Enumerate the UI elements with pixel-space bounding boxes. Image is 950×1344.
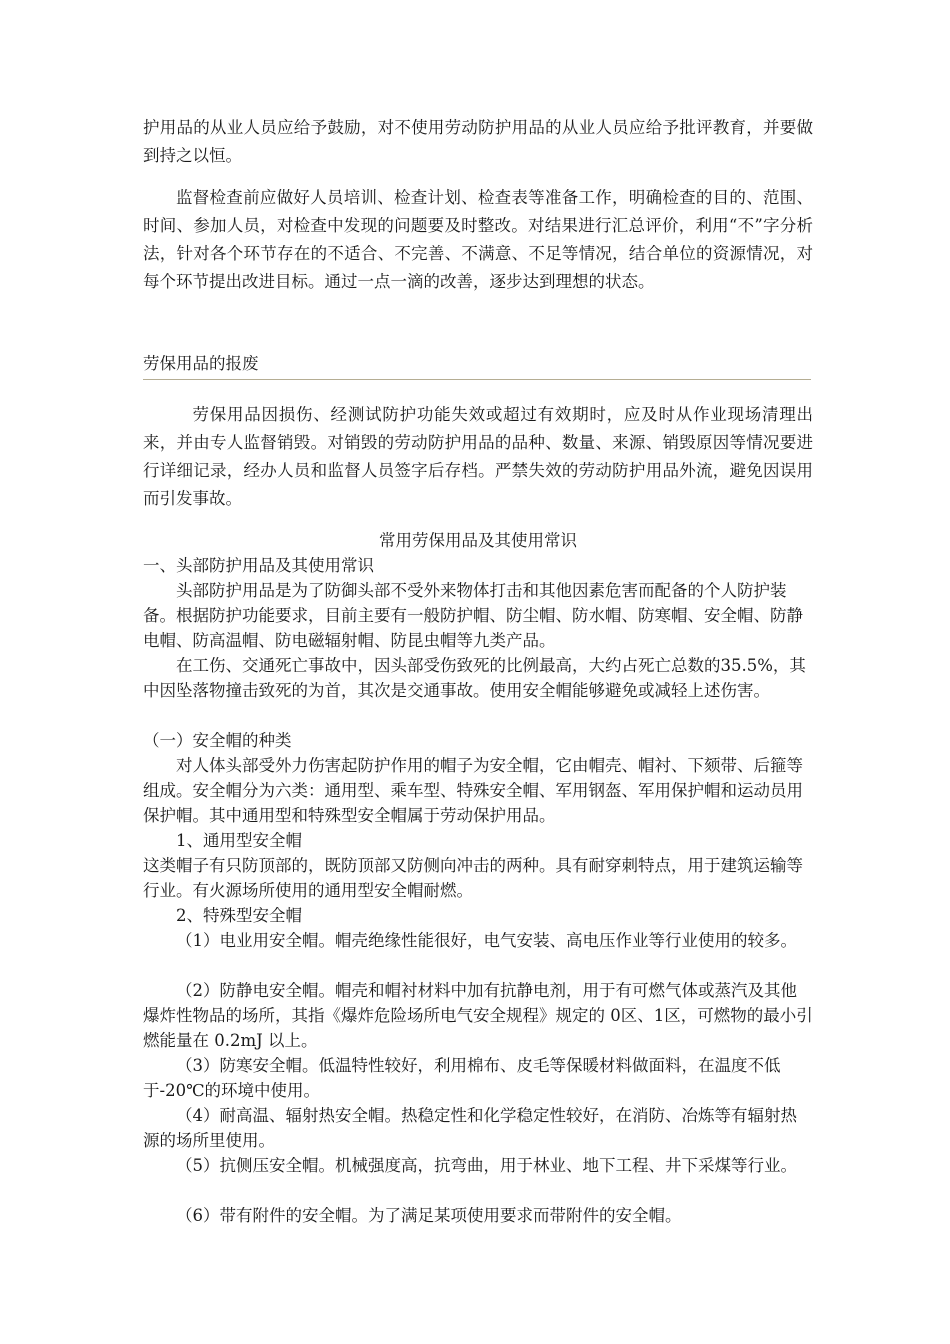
paragraph-scrap: 劳保用品因损伤、经测试防护功能失效或超过有效期时，应及时从作业现场清理出来，并由专人监督销毁。对销毁的劳动防护用品的品种、数量、来源、销毁原因等情况要进行详细记录，经办人员和监督人员签字后存档。严禁失效的劳动防护用品外流，避免因误用而引发事故。 [143, 405, 813, 508]
paragraph-special-5: （5）抗侧压安全帽。机械强度高，抗弯曲，用于林业、地下工程、井下采煤等行业。 [176, 1156, 797, 1175]
paragraph-head-injury-stats: 在工伤、交通死亡事故中，因头部受伤致死的比例最高，大约占死亡总数的35.5%，其中因坠落物撞击致死的为首，其次是交通事故。使用安全帽能够避免或减轻上述伤害。 [143, 656, 806, 701]
item-2-title: 2、特殊型安全帽 [176, 906, 302, 925]
paragraph-special-2: （2）防静电安全帽。帽壳和帽衬材料中加有抗静电剂，用于有可燃气体或蒸汽及其他爆炸性物品的场所，其指《爆炸危险场所电气安全规程》规定的 0区、1区，可燃物的最小引燃能量在 0.2mJ 以上。 [143, 981, 813, 1051]
paragraph-supervision: 监督检查前应做好人员培训、检查计划、检查表等准备工作，明确检查的目的、范围、时间、参加人员，对检查中发现的问题要及时整改。对结果进行汇总评价，利用“不”字分析法，针对各个环节存在的不适合、不完善、不满意、不足等情况，结合单位的资源情况，对每个环节提出改进目标。通过一点一滴的改善，逐步达到理想的状态。 [143, 188, 813, 291]
paragraph-special-4: （4）耐高温、辐射热安全帽。热稳定性和化学稳定性较好，在消防、冶炼等有辐射热源的场所里使用。 [143, 1106, 797, 1151]
heading-scrap: 劳保用品的报废 [143, 354, 259, 373]
paragraph-special-1: （1）电业用安全帽。帽壳绝缘性能很好，电气安装、高电压作业等行业使用的较多。 [176, 931, 797, 950]
paragraph-special-3: （3）防寒安全帽。低温特性较好，利用棉布、皮毛等保暖材料做面料，在温度不低于-20℃的环境中使用。 [143, 1056, 781, 1101]
paragraph-encourage: 护用品的从业人员应给予鼓励，对不使用劳动防护用品的从业人员应给予批评教育，并要做到持之以恒。 [143, 118, 813, 165]
paragraph-helmet-definition: 对人体头部受外力伤害起防护作用的帽子为安全帽，它由帽壳、帽衬、下颏带、后箍等组成。安全帽分为六类：通用型、乘车型、特殊安全帽、军用钢盔、军用保护帽和运动员用保护帽。其中通用型和特殊型安全帽属于劳动保护用品。 [143, 756, 803, 826]
paragraph-special-6: （6）带有附件的安全帽。为了满足某项使用要求而带附件的安全帽。 [176, 1206, 682, 1225]
paragraph-head-protection: 头部防护用品是为了防御头部不受外来物体打击和其他因素危害而配备的个人防护装备。根据防护功能要求，目前主要有一般防护帽、防尘帽、防水帽、防寒帽、安全帽、防静电帽、防高温帽、防电磁辐射帽、防昆虫帽等九类产品。 [143, 581, 803, 651]
section-1-title: 一、头部防护用品及其使用常识 [143, 556, 374, 575]
item-1-title: 1、通用型安全帽 [176, 831, 302, 850]
paragraph-general-helmet: 这类帽子有只防顶部的，既防顶部又防侧向冲击的两种。具有耐穿刺特点，用于建筑运输等行业。有火源场所使用的通用型安全帽耐燃。 [143, 856, 803, 901]
heading-divider [143, 379, 811, 380]
subsection-helmet-types-title: （一）安全帽的种类 [143, 731, 292, 750]
section-title-common-ppe: 常用劳保用品及其使用常识 [379, 531, 577, 550]
